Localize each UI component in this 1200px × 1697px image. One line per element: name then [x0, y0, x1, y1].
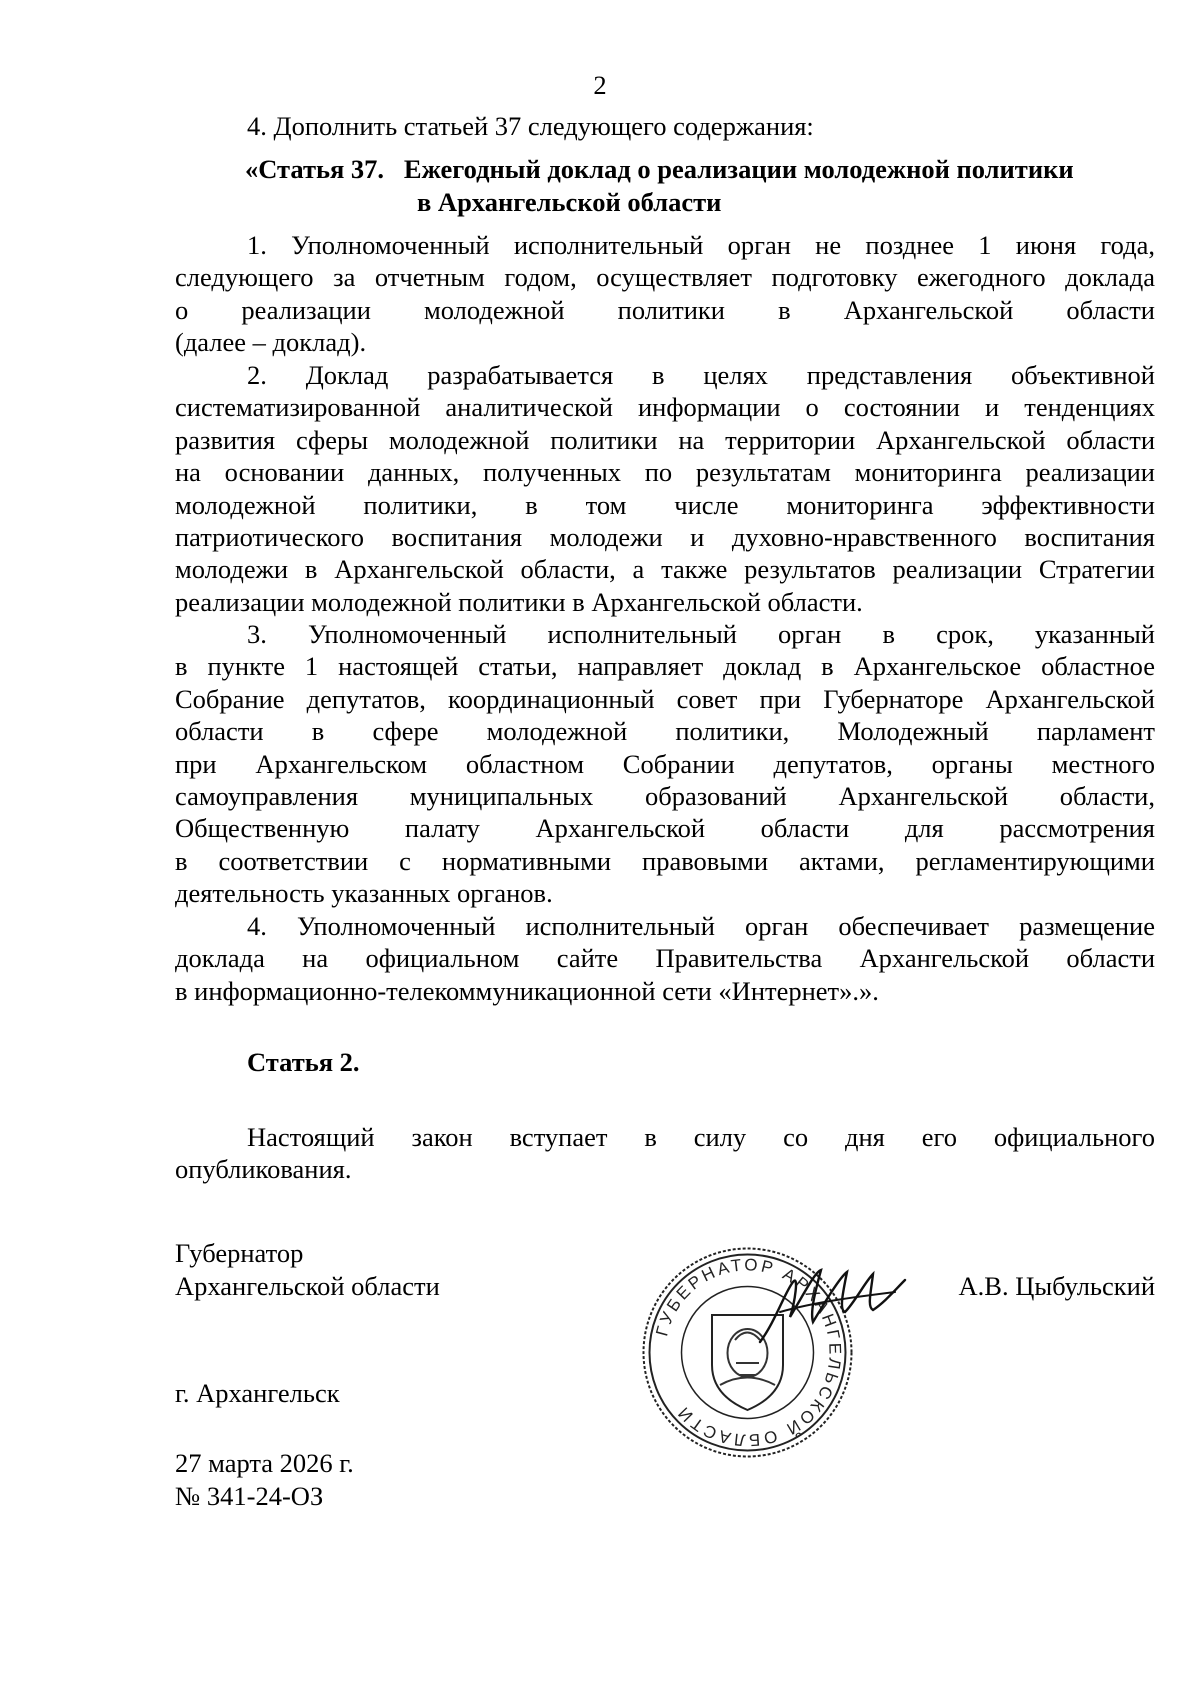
document-number: № 341-24-ОЗ	[175, 1481, 324, 1511]
article-37-heading-line-2: в Архангельской области	[417, 187, 722, 217]
article-37-heading-line-1: «Статья 37. Ежегодный доклад о реализации молодежной политики	[245, 154, 1074, 184]
paragraph-line: (далее – доклад).	[175, 327, 367, 358]
article-37-heading	[245, 153, 1155, 219]
paragraph-line: Собрание депутатов, координационный совет при Губернаторе Архангельской	[175, 683, 1155, 714]
paragraph-line: молодежи в Архангельской области, а также результатов реализации Стратегии	[175, 554, 1155, 585]
paragraph-line: систематизированной аналитической информации о состоянии и тенденциях	[175, 392, 1155, 423]
paragraph-line: 4. Уполномоченный исполнительный орган обеспечивает размещение	[247, 911, 1155, 941]
paragraph-line: в соответствии с нормативными правовыми актами, регламентирующими	[175, 845, 1155, 876]
city: г. Архангельск	[175, 1378, 340, 1408]
article-2-text	[175, 1121, 1155, 1186]
signatory-title	[175, 1237, 440, 1303]
paragraph-line: развития сферы молодежной политики на территории Архангельской области	[175, 424, 1155, 455]
paragraph-line: области в сфере молодежной политики, Молодежный парламент	[175, 716, 1155, 747]
paragraph-line: Общественную палату Архангельской области для рассмотрения	[175, 813, 1155, 844]
page-number: 2	[593, 70, 607, 100]
seal-text: ГУБЕРНАТОР АРХАНГЕЛЬСКОЙ ОБЛАСТИ	[652, 1255, 845, 1450]
paragraph-line: Настоящий закон вступает в силу со дня его официального	[247, 1122, 1155, 1152]
paragraph-line: 1. Уполномоченный исполнительный орган не позднее 1 июня года,	[247, 230, 1155, 260]
signatory-title-line-2: Архангельской области	[175, 1271, 440, 1301]
article-2-heading: Статья 2.	[247, 1047, 360, 1077]
paragraph-line: следующего за отчетным годом, осуществляет подготовку ежегодного доклада	[175, 262, 1155, 293]
paragraph-line: 2. Доклад разрабатывается в целях представления объективной	[247, 360, 1155, 390]
intro-line: 4. Дополнить статьей 37 следующего содержания:	[247, 111, 814, 141]
paragraph-line: в пункте 1 настоящей статьи, направляет доклад в Архангельское областное	[175, 651, 1155, 682]
paragraph-line: 3. Уполномоченный исполнительный орган в срок, указанный	[247, 619, 1155, 649]
paragraph-line: реализации молодежной политики в Архангельской области.	[175, 586, 863, 617]
paragraph-line: в информационно-телекоммуникационной сети «Интернет».».	[175, 975, 879, 1006]
paragraph-line: патриотического воспитания молодежи и духовно-нравственного воспитания	[175, 521, 1155, 552]
paragraph-2	[175, 359, 1155, 618]
signatory-name: А.В. Цыбульский	[958, 1271, 1155, 1301]
paragraph-line: опубликования.	[175, 1154, 352, 1185]
paragraph-line: самоуправления муниципальных образований Архангельской области,	[175, 780, 1155, 811]
paragraph-line: при Архангельском областном Собрании депутатов, органы местного	[175, 748, 1155, 779]
article-2-heading-block	[175, 1046, 1155, 1078]
paragraph-4	[175, 910, 1155, 1007]
signatory-title-line-1: Губернатор	[175, 1238, 304, 1268]
date: 27 марта 2026 г.	[175, 1448, 354, 1478]
paragraph-line: о реализации молодежной политики в Архангельской области	[175, 294, 1155, 325]
amendment-intro	[175, 110, 1155, 142]
paragraph-1	[175, 229, 1155, 359]
paragraph-line: молодежной политики, в том числе мониторинга эффективности	[175, 489, 1155, 520]
paragraph-line: деятельность указанных органов.	[175, 878, 553, 909]
paragraph-line: доклада на официальном сайте Правительства Архангельской области	[175, 943, 1155, 974]
paragraph-line: на основании данных, полученных по результатам мониторинга реализации	[175, 457, 1155, 488]
paragraph-3	[175, 618, 1155, 910]
handwritten-signature	[755, 1262, 915, 1352]
